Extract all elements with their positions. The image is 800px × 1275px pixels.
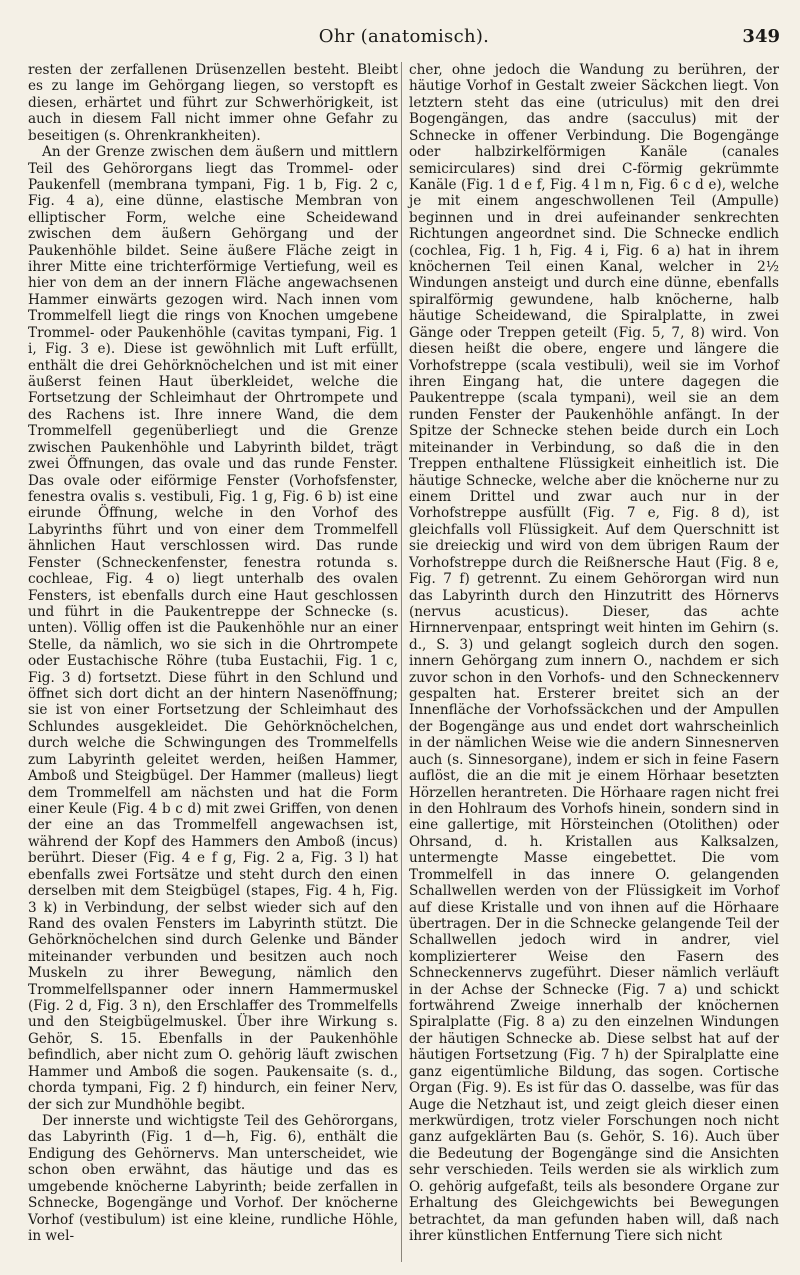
right-column: [409, 62, 779, 1262]
page-header: [28, 26, 780, 52]
paragraph: An der Grenze zwischen dem äußern und mittlern Teil des Gehörorgans liegt das Trommel- oder Paukenfell (membrana tympani, Fig. 1 b, Fig. 2 c, Fig. 4 a), eine dünne, elastische Membran von elliptischer Form, welche eine Scheidewand zwischen dem äußern Gehörgang und der Paukenhöhle bildet. Seine äußere Fläche zeigt in ihrer Mitte eine trichterförmige Vertiefung, weil es hier von dem an der innern Fläche angewachsenen Hammer einwärts gezogen wird. Nach innen vom Trommelfell liegt die rings von Knochen umgebene Trommel- oder Paukenhöhle (cavitas tympani, Fig. 1 i, Fig. 3 e). Diese ist gewöhnlich mit Luft erfüllt, enthält die drei Gehörknöchelchen und ist mit einer äußerst feinen Haut überkleidet, welche die Fortsetzung der Schleimhaut der Ohrtrompete und des Rachens ist. Ihre innere Wand, die dem Trommelfell gegenüberliegt und die Grenze zwischen Paukenhöhle und Labyrinth bildet, trägt zwei Öffnungen, das ovale und das runde Fenster. Das ovale oder eiförmige Fenster (Vorhofsfenster, fenestra ovalis s. vestibuli, Fig. 1 g, Fig. 6 b) ist eine eirunde Öffnung, welche in den Vorhof des Labyrinths führt und von einer dem Trommelfell ähnlichen Haut verschlossen wird. Das runde Fenster (Schneckenfenster, fenestra rotunda s. cochleae, Fig. 4 o) liegt unterhalb des ovalen Fensters, ist ebenfalls durch eine Haut geschlossen und führt in die Paukentreppe der Schnecke (s. unten). Völlig offen ist die Paukenhöhle nur an einer Stelle, da nämlich, wo sie sich in die Ohrtrompete oder Eustachische Röhre (tuba Eustachii, Fig. 1 c, Fig. 3 d) fortsetzt. Diese führt in den Schlund und öffnet sich dort dicht an der hintern Nasenöffnung; sie ist von einer Fortsetzung der Schleimhaut des Schlundes ausgekleidet. Die Gehörknöchelchen, durch welche die Schwingungen des Trommelfells zum Labyrinth geleitet werden, heißen Hammer, Amboß und Steigbügel. Der Hammer (malleus) liegt dem Trommelfell am nächsten und hat die Form einer Keule (Fig. 4 b c d) mit zwei Griffen, von denen der eine an das Trommelfell angewachsen ist, während der Kopf des Hammers den Amboß (incus) berührt. Dieser (Fig. 4 e f g, Fig. 2 a, Fig. 3 l) hat ebenfalls zwei Fortsätze und steht durch den einen derselben mit dem Steigbügel (stapes, Fig. 4 h, Fig. 3 k) in Verbindung, der selbst wieder sich auf den Rand des ovalen Fensters im Labyrinth stützt. Die Gehörknöchelchen sind durch Gelenke und Bänder miteinander verbunden und besitzen auch noch Muskeln zu ihrer Bewegung, nämlich den Trommelfellspanner oder innern Hammermuskel (Fig. 2 d, Fig. 3 n), den Erschlaffer des Trommelfells und den Steigbügelmuskel. Über ihre Wirkung s. Gehör, S. 15. Ebenfalls in der Paukenhöhle befindlich, aber nicht zum O. gehörig läuft zwischen Hammer und Amboß die sogen. Paukensaite (s. d., chorda tympani, Fig. 2 f) hindurch, ein feiner Nerv, der sich zur Mundhöhle begibt.: [28, 144, 398, 1113]
paragraph: resten der zerfallenen Drüsenzellen besteht. Bleibt es zu lange im Gehörgang liegen, so verstopft es diesen, erhärtet und führt zur Schwerhörigkeit, ist auch in diesem Fall nicht immer ohne Gefahr zu beseitigen (s. Ohrenkrankheiten).: [28, 62, 398, 144]
running-title: Ohr (anatomisch).: [318, 26, 490, 47]
column-divider: [401, 62, 402, 1262]
page-number: 349: [742, 26, 780, 47]
left-column: [28, 62, 398, 1262]
paragraph: cher, ohne jedoch die Wandung zu berühren, der häutige Vorhof in Gestalt zweier Säckchen liegt. Von letztern steht das eine (utriculus) mit den drei Bogengängen, das andre (sacculus) mit der Schnecke in offener Verbindung. Die Bogengänge oder halbzirkelförmigen Kanäle (canales semicirculares) sind drei C-förmig gekrümmte Kanäle (Fig. 1 d e f, Fig. 4 l m n, Fig. 6 c d e), welche je mit einem angeschwollenen Teil (Ampulle) beginnen und in drei aufeinander senkrechten Richtungen angeordnet sind. Die Schnecke endlich (cochlea, Fig. 1 h, Fig. 4 i, Fig. 6 a) hat in ihrem knöchernen Teil einen Kanal, welcher in 2½ Windungen ansteigt und durch eine dünne, ebenfalls spiralförmig gewundene, halb knöcherne, halb häutige Scheidewand, die Spiralplatte, in zwei Gänge oder Treppen geteilt (Fig. 5, 7, 8) wird. Von diesen heißt die obere, engere und längere die Vorhofstreppe (scala vestibuli), weil sie im Vorhof ihren Eingang hat, die untere dagegen die Paukentreppe (scala tympani), weil sie an dem runden Fenster der Paukenhöhle anfängt. In der Spitze der Schnecke stehen beide durch ein Loch miteinander in Verbindung, so daß die in den Treppen enthaltene Flüssigkeit einheitlich ist. Die häutige Schnecke, welche aber die knöcherne nur zu einem Drittel und zwar auch nur in der Vorhofstreppe ausfüllt (Fig. 7 e, Fig. 8 d), ist gleichfalls voll Flüssigkeit. Auf dem Querschnitt ist sie dreieckig und wird von dem übrigen Raum der Vorhofstreppe durch die Reißnersche Haut (Fig. 8 e, Fig. 7 f) getrennt. Zu einem Gehörorgan wird nun das Labyrinth durch den Hinzutritt des Hörnervs (nervus acusticus). Dieser, das achte Hirnnervenpaar, entspringt weit hinten im Gehirn (s. d., S. 3) und gelangt sogleich durch den sogen. innern Gehörgang zum innern O., nachdem er sich zuvor schon in den Vorhofs- und den Schneckennerv gespalten hat. Ersterer breitet sich an der Innenfläche der Vorhofssäckchen und der Ampullen der Bogengänge aus und endet dort wahrscheinlich in der nämlichen Weise wie die andern Sinnesnerven auch (s. Sinnesorgane), indem er sich in feine Fasern auflöst, die an die mit je einem Hörhaar besetzten Hörzellen herantreten. Die Hörhaare ragen nicht frei in den Hohlraum des Vorhofs hinein, sondern sind in eine gallertige, mit Hörsteinchen (Otolithen) oder Ohrsand, d. h. Kristallen aus Kalksalzen, untermengte Masse eingebettet. Die vom Trommelfell in das innere O. gelangenden Schallwellen werden von der Flüssigkeit im Vorhof auf diese Kristalle und von ihnen auf die Hörhaare übertragen. Der in die Schnecke gelangende Teil der Schallwellen jedoch wird in andrer, viel komplizierterer Weise den Fasern des Schneckennervs zugeführt. Dieser nämlich verläuft in der Achse der Schnecke (Fig. 7 a) und schickt fortwährend Zweige innerhalb der knöchernen Spiralplatte (Fig. 8 a) zu den einzelnen Windungen der häutigen Schnecke ab. Diese selbst hat auf der häutigen Fortsetzung (Fig. 7 h) der Spiralplatte eine ganz eigentümliche Bildung, das sogen. Cortische Organ (Fig. 9). Es ist für das O. dasselbe, was für das Auge die Netzhaut ist, und zeigt gleich dieser einen merkwürdigen, trotz vieler Forschungen noch nicht ganz aufgeklärten Bau (s. Gehör, S. 16). Auch über die Bedeutung der Bogengänge sind die Ansichten sehr verschieden. Teils werden sie als wirklich zum O. gehörig aufgefaßt, teils als besondere Organe zur Erhaltung des Gleichgewichts bei Bewegungen betrachtet, da man gefunden haben will, daß nach ihrer künstlichen Entfernung Tiere sich nicht: [409, 62, 779, 1244]
paragraph: Der innerste und wichtigste Teil des Gehörorgans, das Labyrinth (Fig. 1 d—h, Fig. 6), enthält die Endigung des Gehörnervs. Man unterscheidet, wie schon oben erwähnt, das häutige und das es umgebende knöcherne Labyrinth; beide zerfallen in Schnecke, Bogengänge und Vorhof. Der knöcherne Vorhof (vestibulum) ist eine kleine, rundliche Höhle, in wel-: [28, 1113, 398, 1244]
